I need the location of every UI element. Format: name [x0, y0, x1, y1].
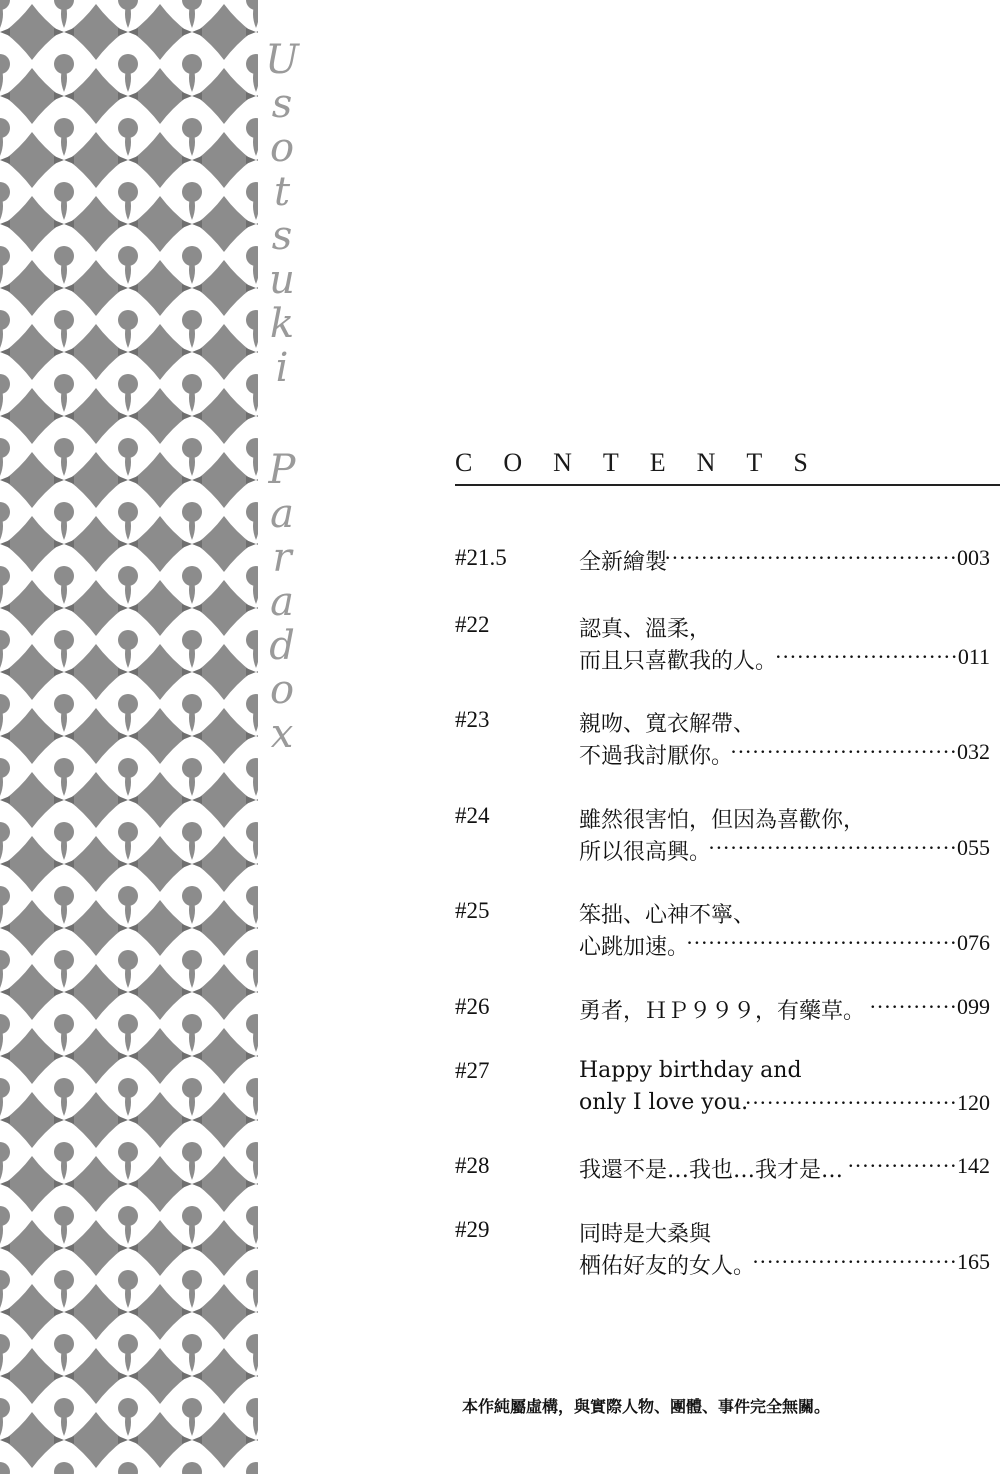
page-number: 011: [957, 644, 990, 669]
page-number: 165: [957, 1249, 990, 1274]
page-leader: [730, 739, 990, 765]
chapter-number: #25: [455, 898, 490, 923]
chapter-number: #21.5: [455, 545, 507, 570]
dot-leader: ········································: [663, 545, 957, 570]
toc-entry[interactable]: [455, 994, 1000, 1036]
dot-leader: ·····································: [685, 930, 957, 955]
page-leader: [752, 1249, 990, 1275]
page-number: 055: [957, 835, 990, 860]
vertical-title: [262, 37, 302, 758]
chapter-title-line: Happy birthday and: [579, 1058, 802, 1083]
page-number: 099: [957, 994, 990, 1019]
dot-leader: ·····························: [744, 1090, 957, 1115]
toc-entry[interactable]: [455, 612, 1000, 686]
page-leader: [708, 835, 990, 861]
chapter-number: #23: [455, 707, 490, 732]
vertical-title-letter: [276, 392, 289, 450]
chapter-title-line: 雖然很害怕，但因為喜歡你，: [579, 808, 866, 833]
chapter-title-line: only I love you.: [579, 1090, 749, 1115]
toc-entry[interactable]: [455, 545, 1000, 587]
toc-entry[interactable]: [455, 1153, 1000, 1195]
dot-leader: ·······························: [729, 739, 957, 764]
page-leader: [745, 1090, 990, 1116]
dot-leader: ···············: [847, 1153, 957, 1178]
chapter-number: #27: [455, 1058, 490, 1083]
vertical-title-letter: t: [273, 169, 291, 215]
page-leader: [847, 1153, 990, 1179]
chapter-title-line: 栖佑好友的女人。: [579, 1254, 756, 1279]
chapter-number: #24: [455, 803, 490, 828]
vertical-title-letter: i: [275, 345, 289, 391]
vertical-title-letter: s: [271, 213, 293, 259]
chapter-title-line: 認真、溫柔，: [579, 617, 712, 642]
vertical-title-letter: P: [268, 447, 296, 493]
vertical-title-letter: a: [270, 491, 294, 537]
vertical-title-letter: a: [270, 579, 294, 625]
chapter-title-line: 所以很高興。: [579, 840, 712, 865]
vertical-title-letter: d: [269, 623, 295, 669]
vertical-title-letter: x: [270, 711, 294, 757]
page-leader: [664, 545, 990, 571]
chapter-title-line: 笨拙、心神不寧、: [579, 903, 756, 928]
chapter-title-line: 同時是大桑與: [579, 1222, 712, 1247]
chapter-title-line: 心跳加速。: [579, 935, 690, 960]
disclaimer: 本作純屬虛構，與實際人物、團體、事件完全無關。: [462, 1397, 831, 1416]
page-number: 032: [957, 739, 990, 764]
vertical-title-letter: o: [269, 667, 295, 713]
page-number: 003: [957, 545, 990, 570]
vertical-title-letter: U: [265, 37, 299, 83]
page-leader: [775, 644, 990, 670]
chapter-number: #29: [455, 1217, 490, 1242]
page-number: 076: [957, 930, 990, 955]
chapter-title-line: 我還不是…我也…我才是…: [579, 1158, 844, 1183]
vertical-title-letter: s: [271, 81, 293, 127]
chapter-number: #26: [455, 994, 490, 1019]
vertical-title-letter: r: [272, 535, 292, 581]
chapter-title-line: 而且只喜歡我的人。: [579, 649, 778, 674]
chapter-number: #28: [455, 1153, 490, 1178]
contents-heading: CONTENTS: [455, 448, 839, 477]
toc-entry[interactable]: [455, 803, 1000, 877]
vertical-title-letter: o: [269, 125, 295, 171]
chapter-title-line: 不過我討厭你。: [579, 744, 734, 769]
vertical-title-letter: k: [269, 301, 295, 347]
toc-entry[interactable]: [455, 707, 1000, 781]
dot-leader: ··································: [707, 835, 957, 860]
vertical-title-letter: u: [269, 257, 295, 303]
chapter-title-line: 全新繪製: [579, 550, 668, 575]
dot-leader: ····························: [751, 1249, 957, 1274]
page-leader: [869, 994, 990, 1020]
decorative-pattern: [0, 0, 258, 1474]
page-number: 120: [957, 1090, 990, 1115]
chapter-title-line: 親吻、寬衣解帶、: [579, 712, 756, 737]
dot-leader: ·························: [774, 644, 958, 669]
toc-entry[interactable]: [455, 1217, 1000, 1291]
toc-entry[interactable]: [455, 898, 1000, 972]
chapter-title-line: 勇者，ＨＰ９９９，有藥草。: [579, 999, 866, 1024]
chapter-number: #22: [455, 612, 490, 637]
contents-divider: [455, 484, 1000, 486]
dot-leader: ············: [869, 994, 957, 1019]
toc-entry[interactable]: [455, 1058, 1000, 1132]
page-leader: [686, 930, 990, 956]
page-number: 142: [957, 1153, 990, 1178]
